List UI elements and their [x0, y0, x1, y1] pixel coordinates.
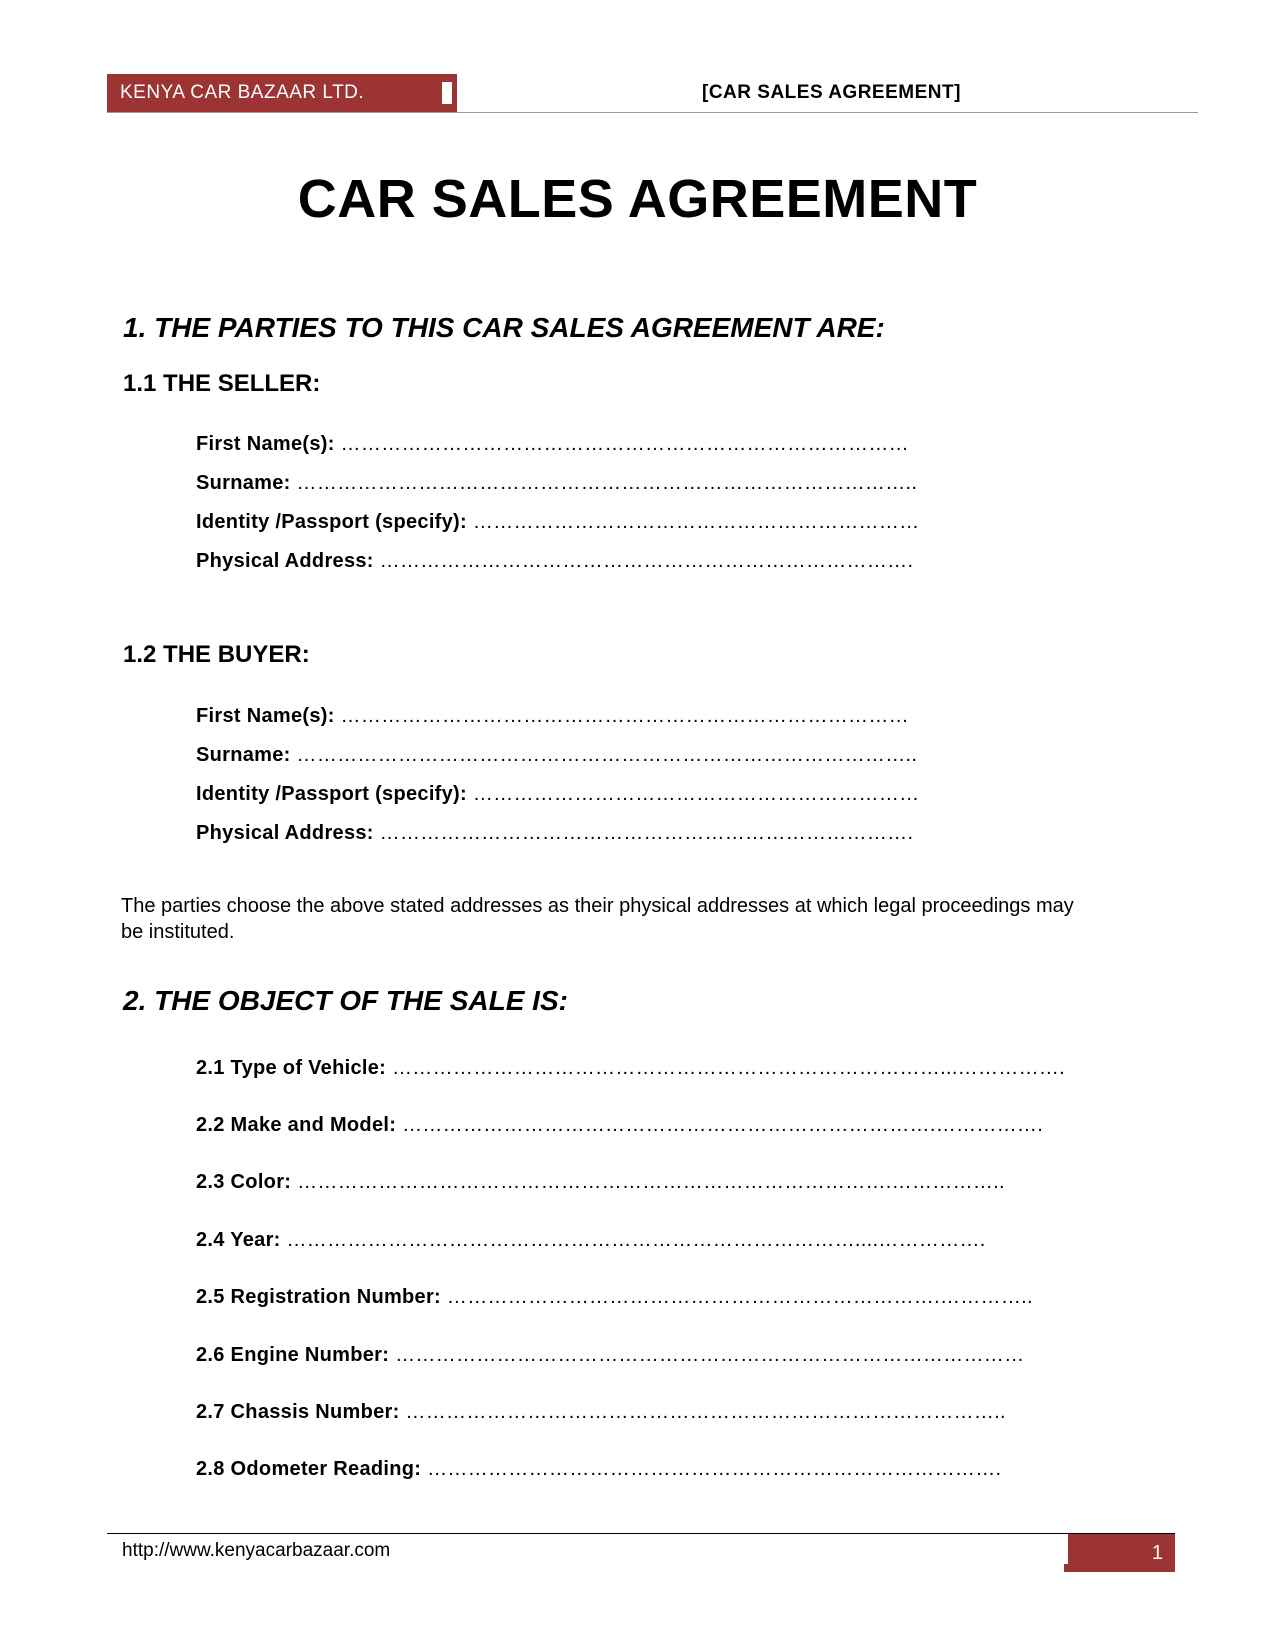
seller-address-field[interactable]	[196, 550, 913, 573]
section-2-heading: 2. THE OBJECT OF THE SALE IS:	[123, 985, 568, 1016]
field-blank: ………………………………………………………………………….	[427, 1458, 1002, 1480]
page-number-box	[1064, 1534, 1175, 1572]
field-blank: …………………………………………………………………….…………….	[402, 1114, 1044, 1136]
field-label: Physical Address:	[196, 550, 374, 572]
footer-rule	[107, 1533, 1175, 1534]
field-label: 2.1 Type of Vehicle:	[196, 1057, 387, 1079]
field-label: Surname:	[196, 744, 291, 766]
seller-heading: 1.1 THE SELLER:	[123, 370, 321, 397]
make-model-field[interactable]	[196, 1114, 1043, 1137]
seller-identity-field[interactable]	[196, 511, 919, 534]
field-blank: …………………………………………………………	[472, 511, 920, 533]
field-blank: ……………………………………………………………………………..	[405, 1401, 1006, 1423]
field-label: 2.5 Registration Number:	[196, 1286, 442, 1308]
field-label: 2.4 Year:	[196, 1229, 281, 1251]
engine-number-field[interactable]	[196, 1344, 1024, 1367]
color-field[interactable]	[196, 1171, 1005, 1194]
field-blank: …………………………………………………………………………	[340, 433, 909, 455]
field-label: 2.3 Color:	[196, 1171, 292, 1193]
document-title: CAR SALES AGREEMENT	[297, 169, 978, 229]
field-label: 2.7 Chassis Number:	[196, 1401, 400, 1423]
header-rule	[107, 112, 1198, 113]
field-blank: ………………………………………………………………………………..	[296, 472, 918, 494]
registration-number-field[interactable]	[196, 1286, 1033, 1309]
field-blank: …………………………………………………………………………….……………..	[297, 1171, 1005, 1193]
page-box-notch	[1064, 1534, 1068, 1564]
buyer-identity-field[interactable]	[196, 783, 919, 806]
field-blank: …………………………………………………………………………………	[395, 1344, 1025, 1366]
buyer-heading: 1.2 THE BUYER:	[123, 641, 310, 668]
field-label: Identity /Passport (specify):	[196, 511, 467, 533]
field-blank: ……………………………………………………………….…………..	[446, 1286, 1033, 1308]
header-doc-label: [CAR SALES AGREEMENT]	[702, 82, 961, 103]
company-name: KENYA CAR BAZAAR LTD.	[120, 82, 365, 103]
field-label: Surname:	[196, 472, 291, 494]
field-blank: …………………………………………………………	[472, 783, 920, 805]
field-blank: ………………………………………………………………………...…………….	[392, 1057, 1066, 1079]
page-number: 1	[1151, 1542, 1163, 1564]
field-label: 2.8 Odometer Reading:	[196, 1458, 422, 1480]
seller-surname-field[interactable]	[196, 472, 917, 495]
field-blank: …………………………………………………………………………	[340, 705, 909, 727]
field-label: 2.6 Engine Number:	[196, 1344, 390, 1366]
year-field[interactable]	[196, 1229, 986, 1252]
chassis-number-field[interactable]	[196, 1401, 1006, 1424]
field-label: Identity /Passport (specify):	[196, 783, 467, 805]
footer-url[interactable]: http://www.kenyacarbazaar.com	[122, 1540, 391, 1561]
field-blank: …………………………………………………………………………....…………….	[286, 1229, 986, 1251]
field-label: First Name(s):	[196, 433, 335, 455]
vehicle-type-field[interactable]	[196, 1057, 1065, 1080]
buyer-first-name-field[interactable]	[196, 705, 909, 728]
field-blank: …………………………………………………………………….	[379, 822, 914, 844]
field-label: 2.2 Make and Model:	[196, 1114, 397, 1136]
field-blank: …………………………………………………………………….	[379, 550, 914, 572]
header-notch	[442, 82, 452, 104]
buyer-surname-field[interactable]	[196, 744, 917, 767]
buyer-address-field[interactable]	[196, 822, 913, 845]
field-label: First Name(s):	[196, 705, 335, 727]
addresses-paragraph: The parties choose the above stated addresses as their physical addresses at which legal proceedings may be instituted.	[121, 895, 1074, 943]
section-1-heading: 1. THE PARTIES TO THIS CAR SALES AGREEMENT ARE:	[123, 312, 885, 343]
field-blank: ………………………………………………………………………………..	[296, 744, 918, 766]
odometer-reading-field[interactable]	[196, 1458, 1001, 1481]
field-label: Physical Address:	[196, 822, 374, 844]
seller-first-name-field[interactable]	[196, 433, 909, 456]
